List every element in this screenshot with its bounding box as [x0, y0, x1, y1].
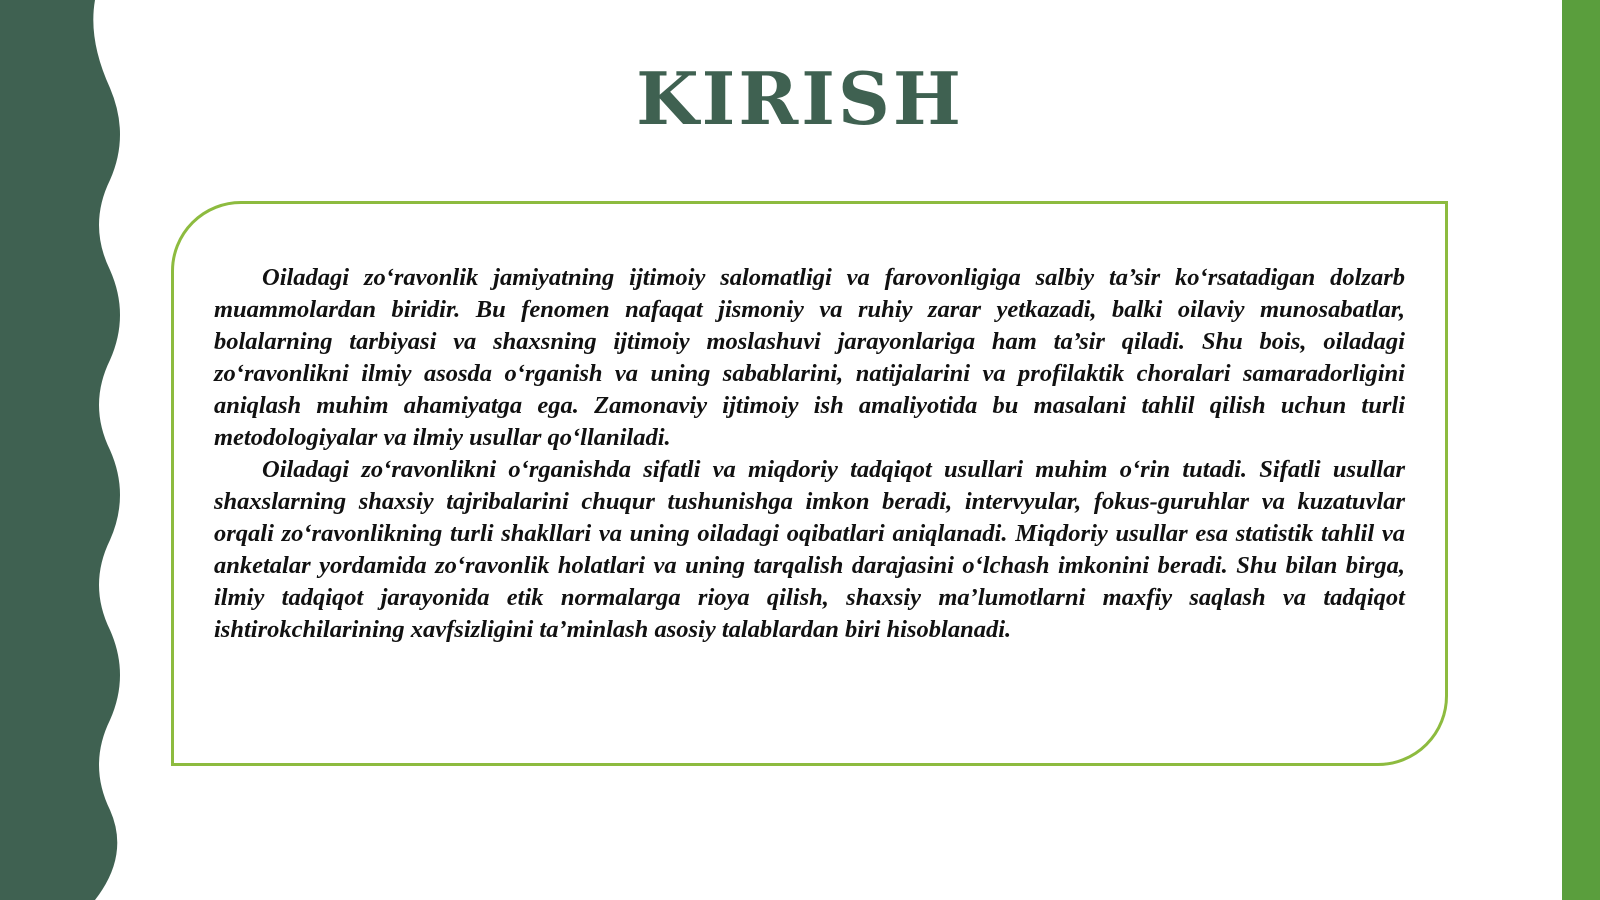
paragraph-2: Oiladagi zo‘ravonlikni o‘rganishda sifatli va miqdoriy tadqiqot usullari muhim o‘rin tutadi. Sifatli usullar shaxslarning shaxsiy tajribalarini chuqur tushunishga imkon beradi, intervyular, fokus-guruhlar va kuzatuvlar orqali zo‘ravonlikning turli shakllari va uning oiladagi oqibatlari aniqlanadi. Miqdoriy usullar esa statistik tahlil va anketalar yordamida zo‘ravonlik holatlari va uning tarqalish darajasini o‘lchash imkonini beradi. Shu bilan birga, ilmiy tadqiqot jarayonida etik normalarga rioya qilish, shaxsiy ma’lumotlarni maxfiy saqlash va tadqiqot ishtirokchilarining xavfsizligini ta’minlash asosiy talablardan biri hisoblanadi. [214, 456, 1405, 643]
content-box [171, 201, 1448, 766]
paragraph-1: Oiladagi zo‘ravonlik jamiyatning ijtimoiy salomatligi va farovonligiga salbiy ta’sir ko‘rsatadigan dolzarb muammolardan biridir. Bu fenomen nafaqat jismoniy va ruhiy zarar yetkazadi, balki oilaviy munosabatlar, bolalarning tarbiyasi va shaxsning ijtimoiy moslashuvi jarayonlariga ham ta’sir qiladi. Shu bois, oiladagi zo‘ravonlikni ilmiy asosda o‘rganish va uning sabablarini, natijalarini va profilaktik choralari samaradorligini aniqlash muhim ahamiyatga ega. Zamonaviy ijtimoiy ish amaliyotida bu masalani tahlil qilish uchun turli metodologiyalar va ilmiy usullar qo‘llaniladi. [214, 264, 1405, 451]
content-text [214, 262, 1405, 646]
slide-title: KIRISH [636, 56, 964, 141]
